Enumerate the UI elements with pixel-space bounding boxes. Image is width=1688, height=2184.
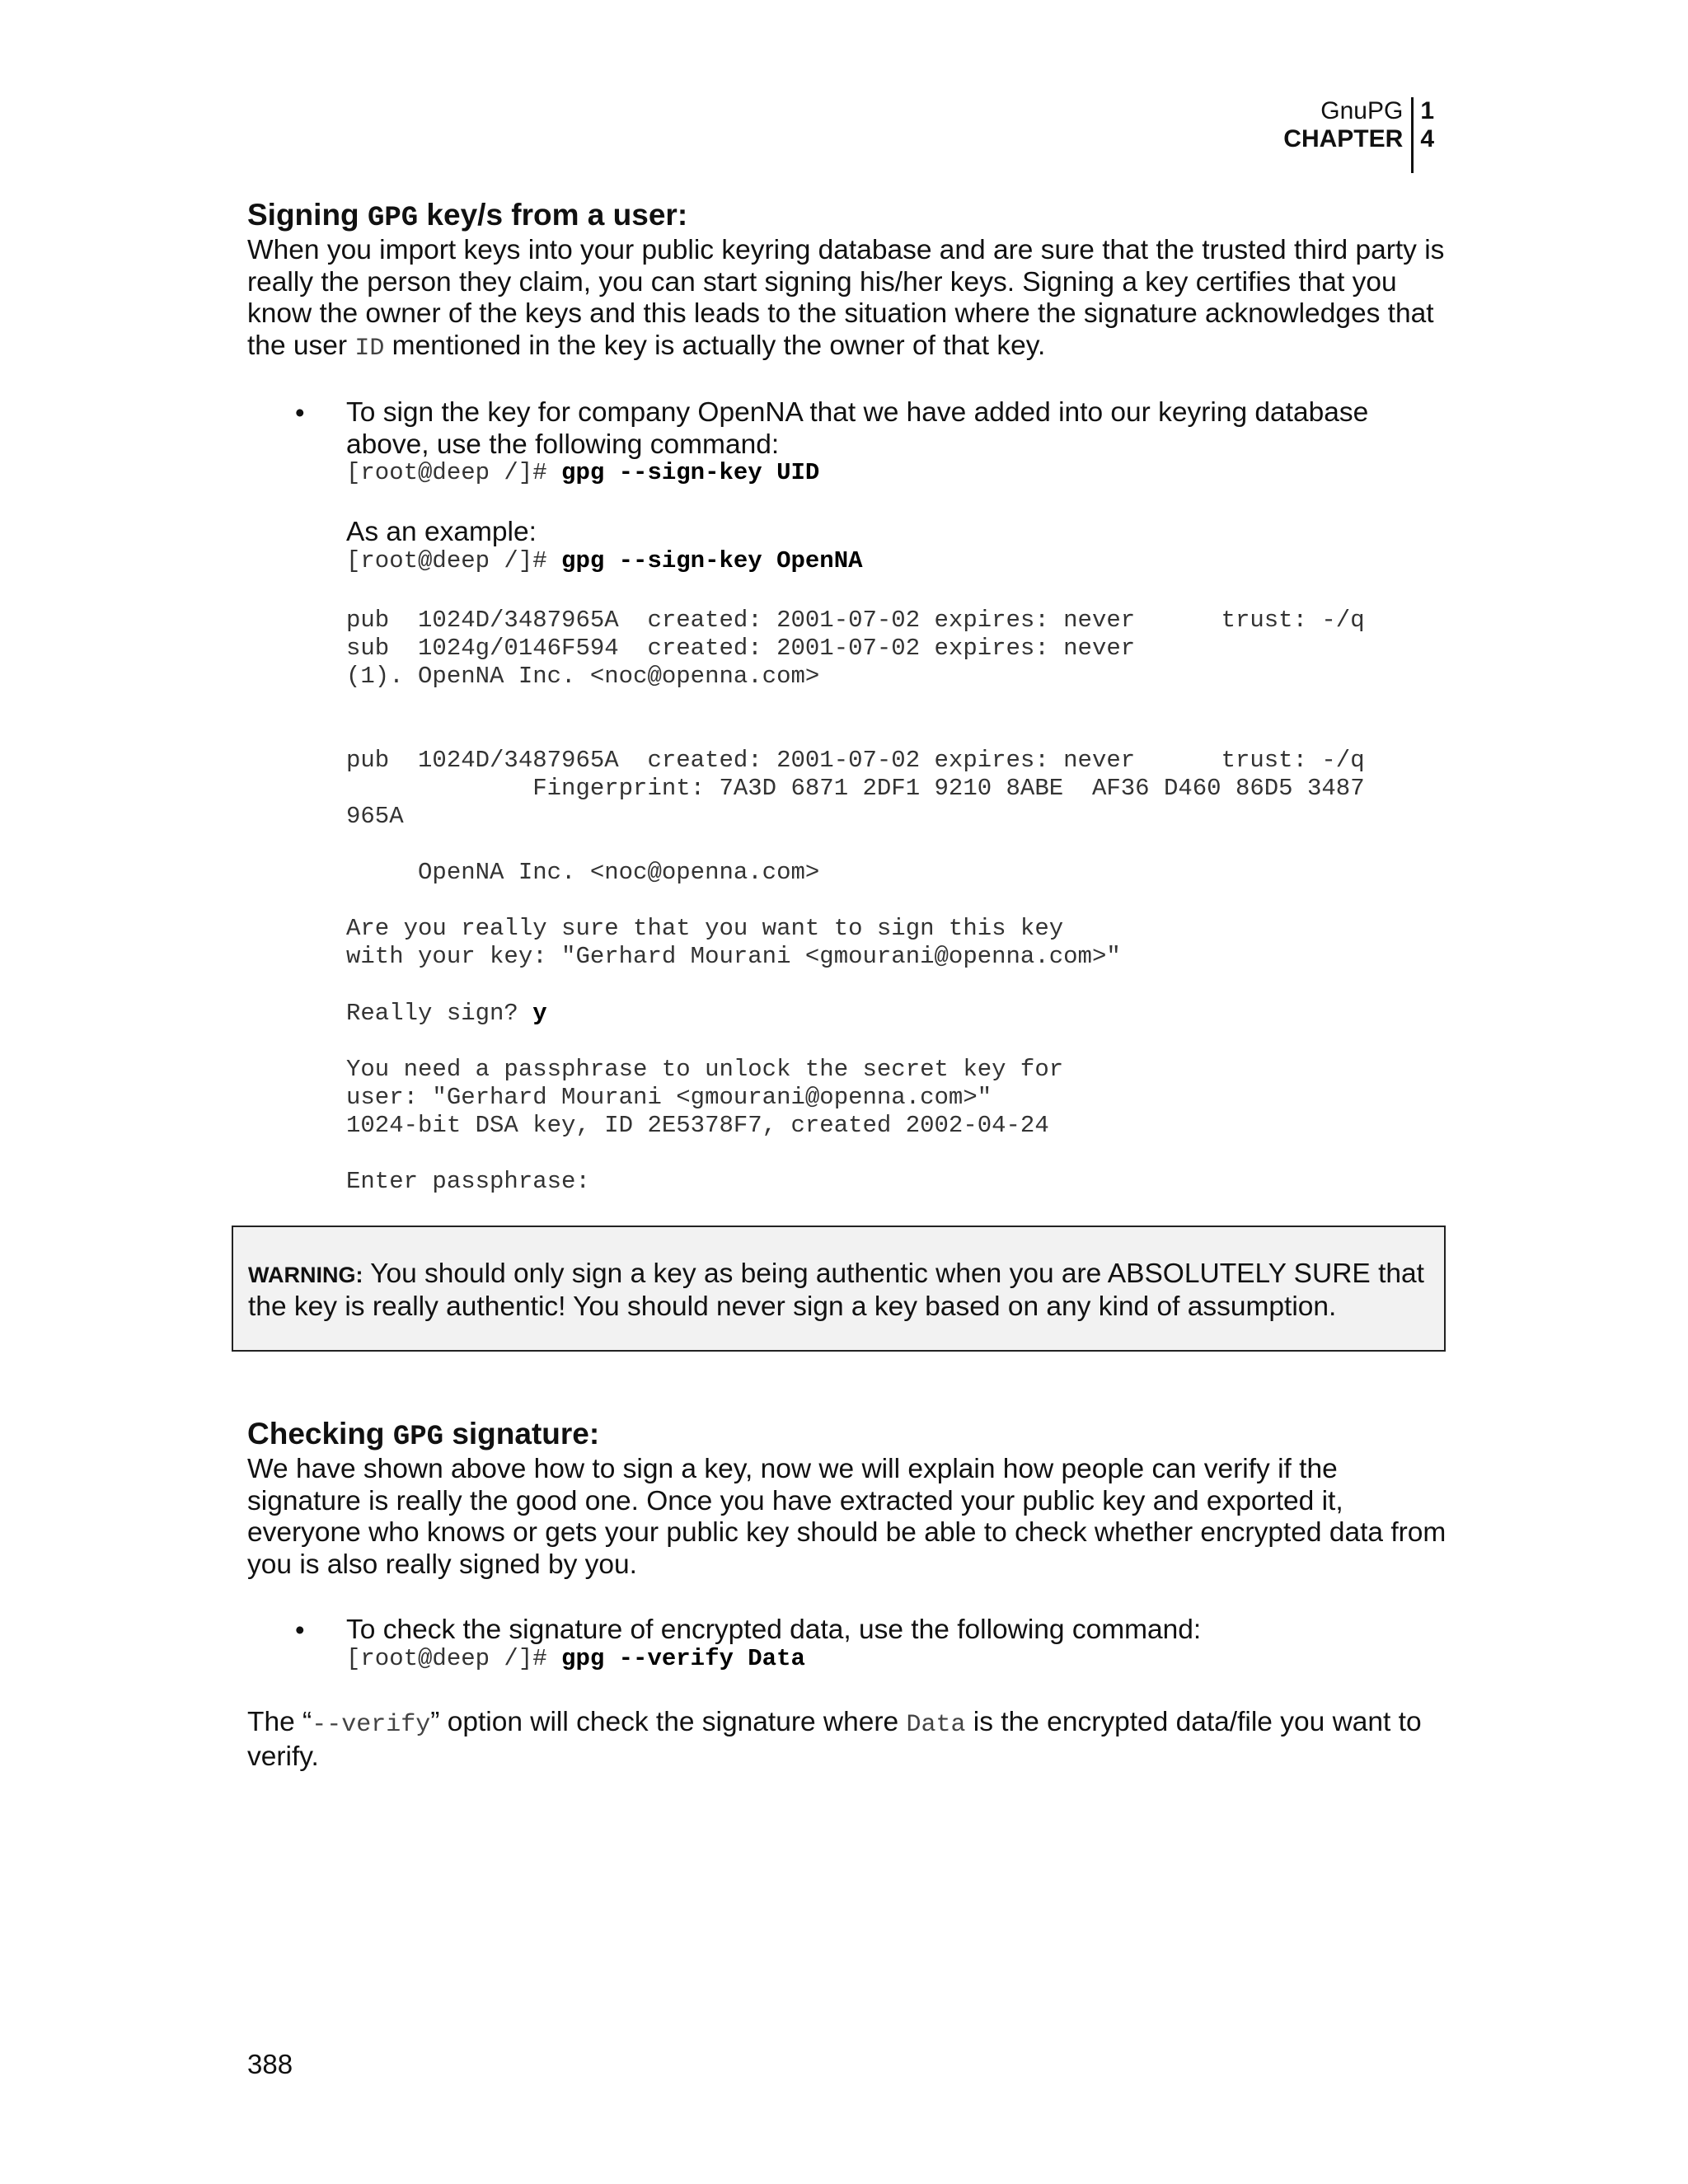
checking-intro-paragraph: We have shown above how to sign a key, now we will explain how people can verify if the signature is really the good one. Once you have extracted your public key and exported it, everyone who knows or gets your public key should be able to check whether encrypted data from you is also really signed by you. <box>247 1454 1447 1580</box>
code-output-passphrase: You need a passphrase to unlock the secret key for user: "Gerhard Mourani <gmourani@openna.com>" 1024-bit DSA key, ID 2E5378F7, created 2002-04-24 Enter passphrase: <box>346 1056 1064 1195</box>
code-really-sign <box>346 1000 547 1028</box>
warning-text: You should only sign a key as being authentic when you are ABSOLUTELY SURE that the key is really authentic! You should never sign a key based on any kind of assumption. <box>248 1258 1424 1322</box>
header-chapter-number <box>1414 97 1434 173</box>
section-title-checking <box>247 1416 599 1455</box>
chapter-number-digit-1: 1 <box>1420 97 1434 124</box>
checking-outro-paragraph <box>247 1707 1451 1773</box>
section-title-signing <box>247 197 687 237</box>
code-verify-data <box>346 1645 805 1673</box>
section-title-signing-mono: GPG <box>367 203 419 234</box>
bullet-icon: • <box>295 1615 305 1645</box>
header-title: GnuPG <box>1320 97 1404 124</box>
warning-label: WARNING: <box>248 1263 363 1287</box>
signing-intro-text-1: When you import keys into your public keyring database and are sure that the trusted third party is really the person they claim, you can start signing his/her keys. Signing a key certifies that you know the owner of the keys and this leads to the situation where the signature acknowledges that the user <box>247 235 1445 361</box>
section-title-checking-mono: GPG <box>392 1422 444 1453</box>
bullet-icon: • <box>295 397 305 428</box>
code-output-key-list: pub 1024D/3487965A created: 2001-07-02 expires: never trust: -/q sub 1024g/0146F594 created: 2001-07-02 expires: never (1). OpenNA Inc. <noc@openna.com> <box>346 607 1365 690</box>
code-command: gpg --sign-key UID <box>561 459 820 486</box>
outro-mono-data: Data <box>906 1711 966 1739</box>
code-prompt: [root@deep /]# <box>346 547 562 574</box>
header-chapter-label: CHAPTER <box>1283 125 1404 152</box>
outro-mono-verify: --verify <box>312 1711 431 1739</box>
outro-text-3: is the encrypted data/file you want to verify. <box>247 1707 1422 1772</box>
code-command: gpg --verify Data <box>561 1645 805 1672</box>
section-title-signing-post: key/s from a user: <box>418 198 688 232</box>
warning-box <box>232 1226 1446 1352</box>
outro-text-2: ” option will check the signature where <box>430 1707 907 1737</box>
code-prompt: Really sign? <box>346 1000 533 1027</box>
section-title-checking-post: signature: <box>443 1417 600 1451</box>
code-output-fingerprint: pub 1024D/3487965A created: 2001-07-02 expires: never trust: -/q Fingerprint: 7A3D 6871 2DF1 9210 8ABE AF36 D460 86D5 3487 965A OpenNA Inc. <noc@openna.com> Are you really sure that you want to sign this key with your key: "Gerhard Mourani <gmourani@openna.com>" <box>346 747 1365 970</box>
code-sign-key-uid <box>346 459 819 487</box>
code-prompt: [root@deep /]# <box>346 459 562 486</box>
page-header <box>1236 97 1434 173</box>
page-number: 388 <box>247 2049 293 2079</box>
code-prompt: [root@deep /]# <box>346 1645 562 1672</box>
header-labels <box>1283 97 1411 173</box>
example-label: As an example: <box>346 517 537 547</box>
signing-intro-text-2: mentioned in the key is actually the owner of that key. <box>384 330 1046 361</box>
code-answer: y <box>532 1000 547 1027</box>
signing-intro-paragraph <box>247 235 1451 364</box>
signing-intro-mono-id: ID <box>354 334 385 363</box>
code-sign-key-openna <box>346 547 863 575</box>
checking-bullet-text: To check the signature of encrypted data, use the following command: <box>346 1615 1202 1645</box>
chapter-number-digit-2: 4 <box>1420 125 1434 152</box>
section-title-signing-pre: Signing <box>247 198 368 232</box>
section-title-checking-pre: Checking <box>247 1417 393 1451</box>
signing-bullet-text: To sign the key for company OpenNA that we have added into our keyring database above, use the following command: <box>346 397 1369 460</box>
outro-text-1: The “ <box>247 1707 312 1737</box>
code-command: gpg --sign-key OpenNA <box>561 547 863 574</box>
